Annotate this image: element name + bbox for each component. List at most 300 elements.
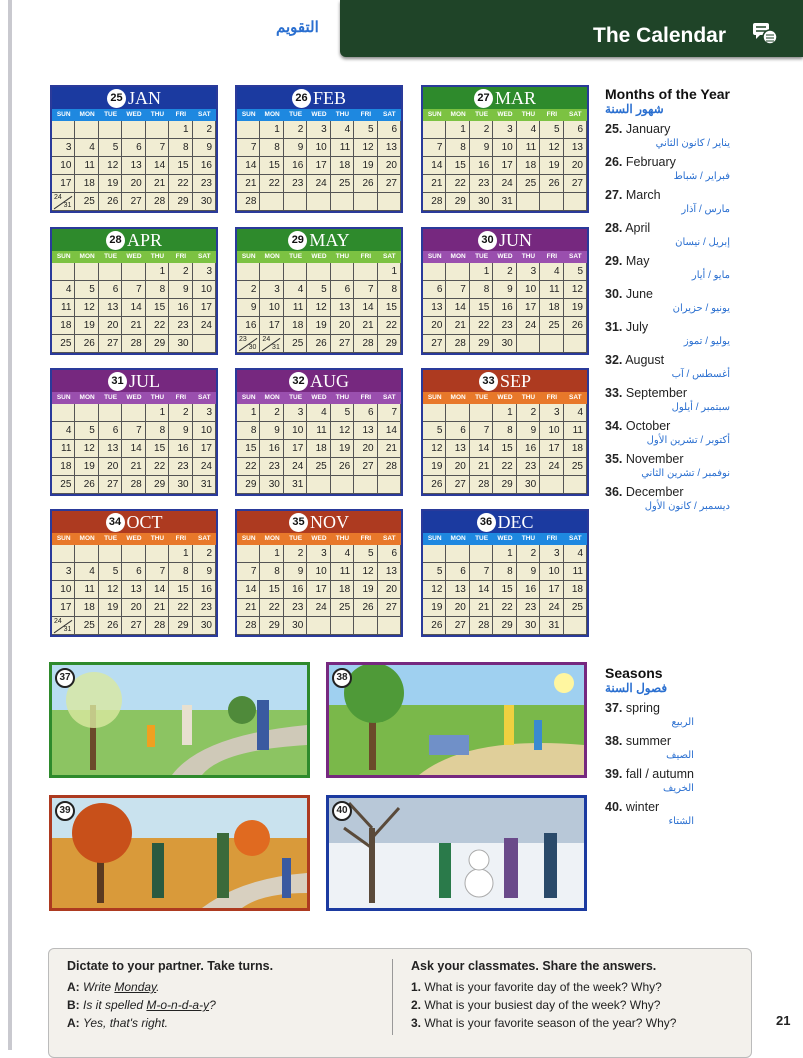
day-cell: 7 [378,404,401,422]
item-english: April [625,221,651,235]
day-cell: 3 [540,404,563,422]
weekday-label: TUE [289,535,303,542]
day-cell: 26 [423,617,446,635]
day-cell: 27 [122,193,145,211]
list-item [605,452,730,479]
conversation-icon [752,22,778,46]
day-cell: 16 [260,440,283,458]
weekday-label: THU [150,394,165,401]
item-arabic: الشتاء [668,816,694,827]
day-cell: 23 [169,458,192,476]
day-cell [237,263,260,281]
item-line [605,734,694,748]
list-item [605,122,730,149]
day-cell: 17 [307,157,330,175]
day-cell: 21 [446,317,469,335]
weekday-label: WED [497,111,513,118]
day-cell: 17 [540,581,563,599]
item-arabic: يونيو / حزيران [672,303,730,314]
calendar-nov [235,509,403,637]
day-cell: 3 [193,404,216,422]
weekday-label: MON [264,535,280,542]
day-cell: 14 [446,299,469,317]
weekday-label: SAT [383,111,396,118]
list-item [605,701,694,728]
day-cell: 22 [493,458,516,476]
item-line [605,353,730,367]
weekday-label: MON [450,394,466,401]
day-cell [237,335,260,353]
day-cell: 11 [564,422,587,440]
month-number-badge: 29 [288,231,307,250]
day-cell: 30 [169,335,192,353]
day-cell [564,476,587,494]
weekday-label: SAT [569,253,582,260]
day-cell [146,545,169,563]
day-cell [354,263,377,281]
weekday-label: SUN [241,535,256,542]
weekday-label: THU [521,253,536,260]
item-number: 25. [605,122,623,136]
item-number: 37. [605,701,623,715]
weekday-row [237,392,401,404]
day-cell: 6 [99,422,122,440]
item-arabic: نوفمبر / تشرين الثاني [641,468,730,479]
day-cell: 29 [446,193,469,211]
day-cell: 24 [284,458,307,476]
day-cell: 14 [378,422,401,440]
day-cell [446,404,469,422]
speaker: A: [67,1016,80,1030]
item-english: November [625,452,684,466]
day-cell [354,193,377,211]
day-number: 30 [248,344,257,351]
day-cell: 19 [75,458,98,476]
day-cell: 27 [423,335,446,353]
day-cell: 20 [122,175,145,193]
page-spine [8,0,12,1050]
day-cell: 18 [52,317,75,335]
item-number: 33. [605,386,623,400]
weekday-label: SAT [569,394,582,401]
day-cell: 7 [146,563,169,581]
ask-heading: Ask your classmates. Share the answers. [411,959,657,973]
day-cell: 12 [423,581,446,599]
weekday-label: WED [126,111,142,118]
day-cell: 31 [493,193,516,211]
day-cell: 21 [354,317,377,335]
day-cell: 4 [284,281,307,299]
day-cell: 6 [564,121,587,139]
day-cell: 22 [446,175,469,193]
day-cell [564,335,587,353]
day-cell: 12 [75,299,98,317]
day-cell: 9 [237,299,260,317]
day-cell: 5 [564,263,587,281]
day-cell: 11 [307,422,330,440]
weekday-label: MON [450,535,466,542]
text-pre: Is it spelled [83,998,147,1012]
day-cell: 16 [193,157,216,175]
day-number: 24 [54,618,62,625]
day-cell: 25 [307,458,330,476]
day-cell: 19 [423,458,446,476]
day-cell [540,476,563,494]
day-cell: 17 [517,299,540,317]
day-cell: 25 [75,617,98,635]
day-cell: 26 [540,175,563,193]
item-number: 38. [605,734,623,748]
day-cell: 14 [354,299,377,317]
seasons-list [605,665,694,827]
day-grid [52,121,216,211]
day-grid [423,545,587,635]
weekday-row [237,533,401,545]
weekday-label: SAT [569,111,582,118]
weekday-label: WED [497,394,513,401]
day-cell: 19 [75,317,98,335]
day-cell: 12 [354,563,377,581]
day-grid [423,263,587,353]
day-cell: 12 [564,281,587,299]
day-cell: 1 [146,404,169,422]
dialogue-line [67,978,273,996]
day-cell: 7 [354,281,377,299]
day-cell: 9 [284,563,307,581]
item-line [605,701,694,715]
weekday-label: SUN [427,253,442,260]
day-cell: 30 [470,193,493,211]
weekday-label: THU [150,111,165,118]
day-number: 24 [262,336,271,343]
day-cell: 11 [331,563,354,581]
weekday-row [237,109,401,121]
day-cell: 28 [354,335,377,353]
day-cell [423,263,446,281]
weekday-label: WED [311,394,327,401]
speaker: A: [67,980,80,994]
day-cell: 11 [52,299,75,317]
weekday-label: THU [521,535,536,542]
day-cell [446,263,469,281]
day-cell: 30 [169,476,192,494]
weekday-label: TUE [475,111,489,118]
day-cell: 20 [331,317,354,335]
day-cell: 21 [122,317,145,335]
day-cell [122,121,145,139]
activity-box [48,948,752,1058]
calendar-header [237,370,401,392]
day-cell: 2 [517,545,540,563]
day-cell [354,617,377,635]
day-cell [75,545,98,563]
day-cell: 29 [470,335,493,353]
weekday-label: WED [311,253,327,260]
day-cell: 26 [564,317,587,335]
weekday-label: FRI [175,111,187,118]
day-cell: 5 [331,404,354,422]
day-cell: 16 [169,440,192,458]
day-cell: 27 [378,175,401,193]
day-cell [540,335,563,353]
month-abbr: AUG [310,370,349,391]
day-cell: 13 [446,581,469,599]
day-cell: 23 [284,599,307,617]
day-cell: 25 [52,335,75,353]
day-cell: 26 [423,476,446,494]
weekday-label: SUN [241,394,256,401]
day-cell: 9 [169,281,192,299]
day-cell: 1 [260,545,283,563]
day-cell: 19 [307,317,330,335]
day-cell [260,335,283,353]
month-abbr: APR [126,229,162,250]
day-cell: 8 [493,422,516,440]
item-arabic: إبريل / نيسان [675,237,730,248]
weekday-label: THU [150,535,165,542]
day-cell [378,193,401,211]
item-number: 27. [605,188,623,202]
weekday-label: SUN [56,111,71,118]
weekday-label: TUE [289,394,303,401]
text-post: . [156,980,160,994]
day-cell [75,404,98,422]
day-cell: 21 [146,175,169,193]
weekday-row [52,533,216,545]
item-english: February [625,155,676,169]
calendar-apr [50,227,218,355]
weekday-row [52,251,216,263]
day-cell: 25 [540,317,563,335]
weekday-row [423,109,587,121]
day-cell: 3 [307,545,330,563]
day-cell: 15 [146,440,169,458]
day-cell: 28 [237,617,260,635]
months-heading: Months of the Year [605,86,730,102]
calendar-header [52,511,216,533]
day-cell: 6 [331,281,354,299]
month-number-badge: 26 [292,89,311,108]
day-cell [331,263,354,281]
day-cell: 21 [237,599,260,617]
day-cell: 16 [237,317,260,335]
list-item [605,287,730,314]
day-cell: 3 [193,263,216,281]
item-line [605,188,730,202]
day-cell: 12 [331,422,354,440]
item-arabic: يناير / كانون الثاني [655,138,730,149]
month-abbr: JAN [127,87,161,108]
day-cell: 17 [307,581,330,599]
day-grid [237,263,401,353]
item-line [605,419,730,433]
day-cell: 14 [146,581,169,599]
day-cell [331,617,354,635]
day-cell: 28 [423,193,446,211]
calendar-header [52,370,216,392]
day-cell: 25 [331,175,354,193]
day-cell: 17 [493,157,516,175]
day-cell [260,193,283,211]
day-cell: 6 [354,404,377,422]
day-cell: 13 [354,422,377,440]
weekday-label: TUE [475,535,489,542]
day-cell: 3 [540,545,563,563]
day-cell: 18 [331,581,354,599]
day-cell: 8 [169,563,192,581]
day-cell: 18 [564,581,587,599]
day-cell: 17 [193,440,216,458]
day-cell: 20 [446,599,469,617]
day-cell: 24 [540,599,563,617]
day-cell [378,476,401,494]
day-cell: 26 [75,335,98,353]
day-cell [52,121,75,139]
day-cell: 13 [564,139,587,157]
day-cell: 28 [470,617,493,635]
weekday-label: SAT [383,253,396,260]
day-cell: 14 [146,157,169,175]
fall-illustration [49,795,310,911]
day-cell: 1 [493,404,516,422]
day-cell: 27 [354,458,377,476]
weekday-label: THU [150,253,165,260]
weekday-label: FRI [546,394,558,401]
list-item [605,353,730,380]
day-cell: 11 [75,157,98,175]
day-cell: 20 [354,440,377,458]
item-arabic: الصيف [666,750,694,761]
calendar-header [237,511,401,533]
day-cell: 7 [423,139,446,157]
calendar-header [423,229,587,251]
day-cell: 12 [99,157,122,175]
weekday-label: SUN [427,111,442,118]
weekday-label: SUN [241,111,256,118]
text-post: ? [209,998,216,1012]
day-cell: 26 [307,335,330,353]
day-cell: 5 [423,563,446,581]
month-number-badge: 25 [107,89,126,108]
day-cell: 5 [540,121,563,139]
day-cell: 30 [193,193,216,211]
day-cell: 19 [354,157,377,175]
list-item [605,800,694,827]
day-cell [193,335,216,353]
day-cell [378,617,401,635]
day-cell: 5 [307,281,330,299]
day-cell: 26 [331,458,354,476]
day-cell: 3 [260,281,283,299]
day-cell: 12 [423,440,446,458]
day-cell: 21 [470,599,493,617]
item-line [605,155,730,169]
day-cell: 9 [517,563,540,581]
day-cell [423,545,446,563]
day-cell: 9 [193,139,216,157]
item-english: fall / autumn [625,767,694,781]
day-cell: 22 [260,599,283,617]
weekday-label: SUN [56,253,71,260]
day-cell: 4 [75,563,98,581]
calendar-header [237,229,401,251]
day-cell: 28 [122,335,145,353]
day-grid [52,545,216,635]
item-arabic: يوليو / تموز [683,336,730,347]
item-arabic: أغسطس / آب [671,369,730,380]
day-cell: 14 [237,581,260,599]
day-cell: 9 [260,422,283,440]
day-cell: 23 [517,458,540,476]
day-cell [284,193,307,211]
day-cell: 20 [122,599,145,617]
day-cell: 6 [99,281,122,299]
month-abbr: DEC [497,511,534,532]
day-cell [75,263,98,281]
day-cell: 1 [169,545,192,563]
day-cell: 16 [193,581,216,599]
day-cell: 16 [517,440,540,458]
day-cell: 15 [169,581,192,599]
months-list [605,86,730,512]
day-cell [470,404,493,422]
day-cell: 22 [237,458,260,476]
day-cell: 28 [122,476,145,494]
day-cell: 12 [99,581,122,599]
item-number: 39. [605,767,623,781]
day-cell: 12 [307,299,330,317]
day-cell [307,617,330,635]
day-cell: 25 [75,193,98,211]
item-number: 32. [605,353,623,367]
day-cell: 5 [354,121,377,139]
weekday-row [52,109,216,121]
dialogue-text [83,980,160,994]
item-english: December [625,485,684,499]
item-english: October [625,419,671,433]
day-cell: 1 [493,545,516,563]
weekday-label: TUE [104,394,118,401]
seasons-heading-arabic: فصول السنة [605,681,668,695]
month-number-badge: 28 [106,231,125,250]
item-arabic: الخريف [663,783,694,794]
month-abbr: JUL [129,370,160,391]
month-number-badge: 36 [477,513,496,532]
day-grid [237,121,401,211]
weekday-label: WED [497,253,513,260]
day-cell: 10 [307,139,330,157]
weekday-label: SAT [383,394,396,401]
calendar-header [423,511,587,533]
day-cell [99,263,122,281]
day-cell: 11 [284,299,307,317]
day-cell [99,404,122,422]
weekday-label: MON [79,394,95,401]
day-cell: 18 [75,175,98,193]
calendar-sep [421,368,589,496]
weekday-label: TUE [475,253,489,260]
day-cell: 24 [493,175,516,193]
list-item [605,386,730,413]
month-abbr: JUN [498,229,532,250]
calendar-header [423,370,587,392]
day-cell: 29 [493,476,516,494]
month-number-badge: 31 [108,372,127,391]
weekday-label: FRI [360,394,372,401]
weekday-label: FRI [360,111,372,118]
day-cell: 3 [307,121,330,139]
day-cell: 17 [52,599,75,617]
